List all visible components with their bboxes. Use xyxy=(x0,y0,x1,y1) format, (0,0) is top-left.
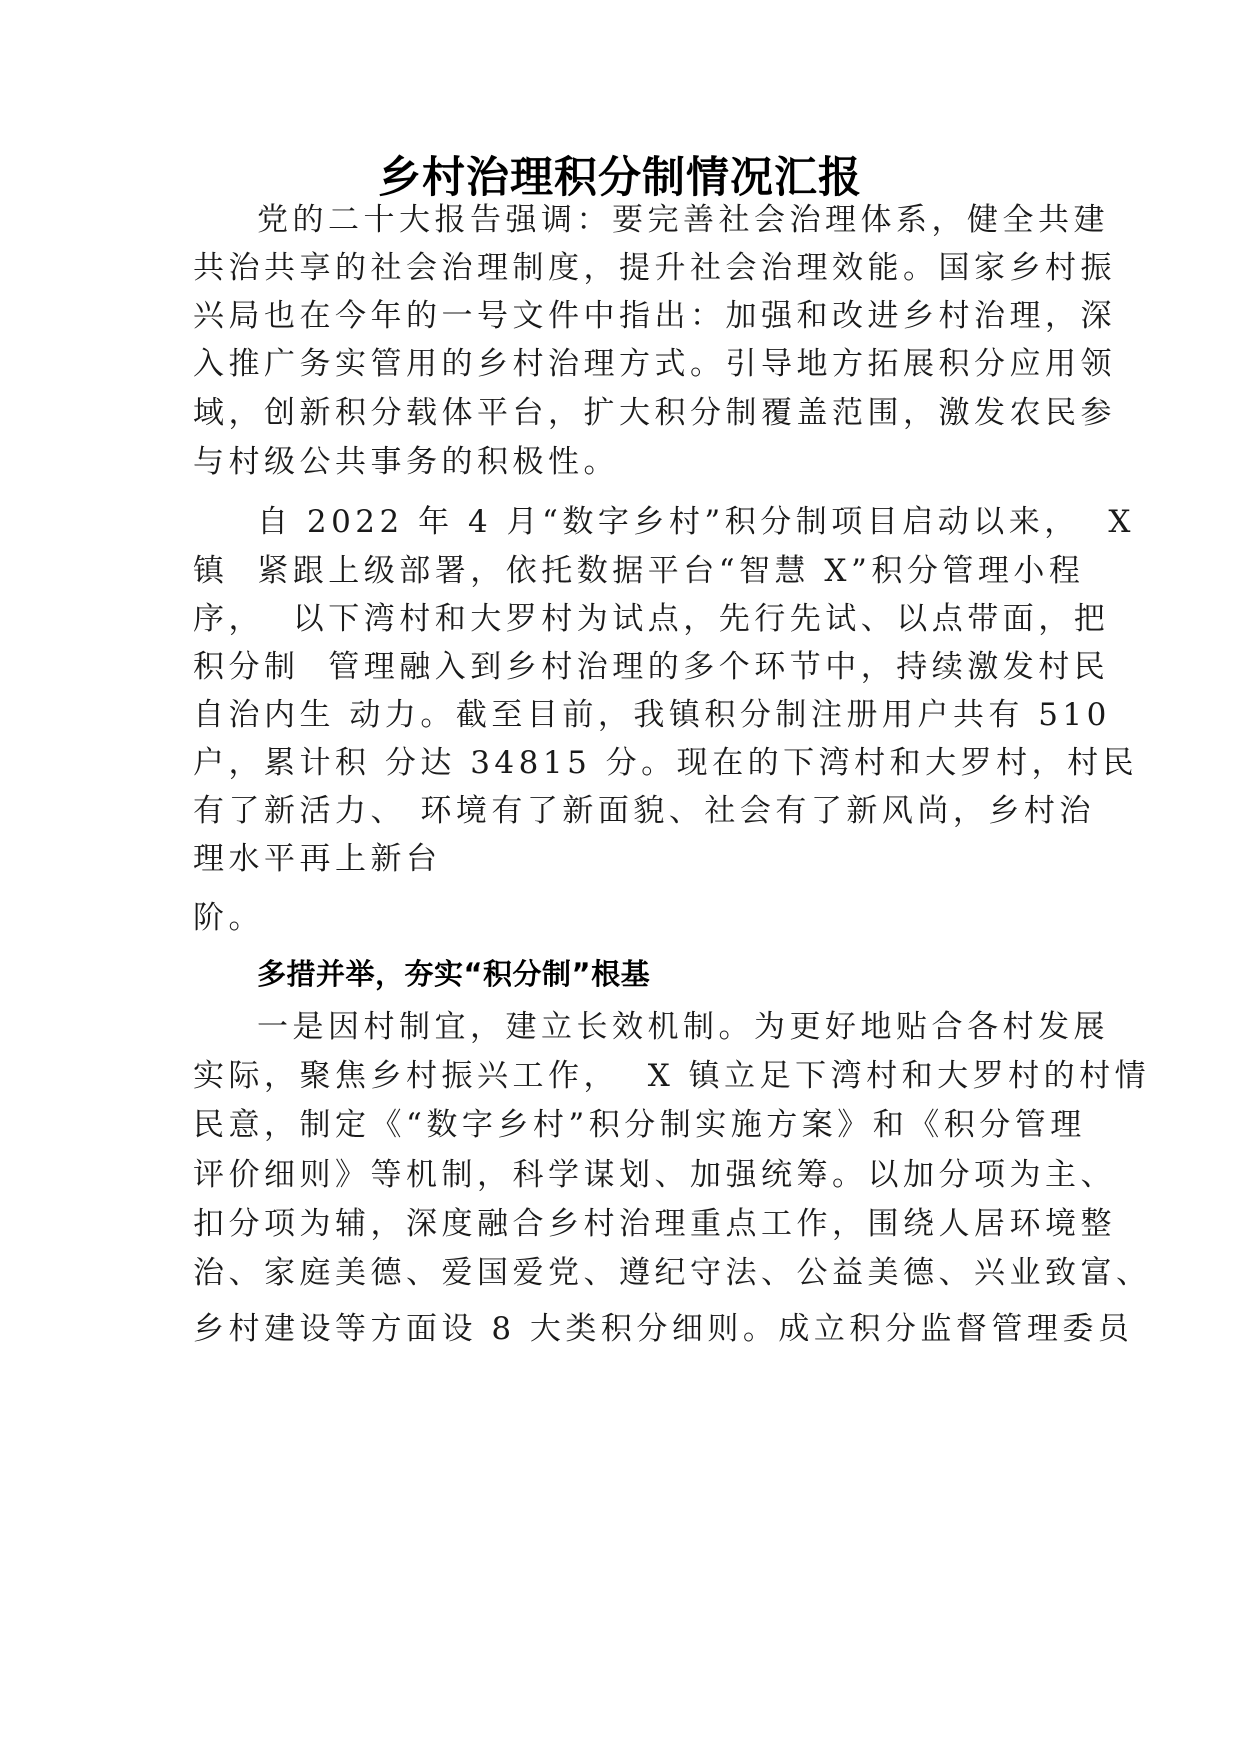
paragraph-line: 阶。 xyxy=(193,900,264,936)
section-heading: 多措并举，夯实“积分制”根基 xyxy=(257,957,651,991)
paragraph-line: 自治内生 动力。截至目前，我镇积分制注册用户共有 510 xyxy=(193,697,1111,733)
paragraph-line: 民意，制定《“数字乡村”积分制实施方案》和《积分管理 xyxy=(193,1107,1086,1143)
paragraph-line: 户，累计积 分达 34815 分。现在的下湾村和大罗村，村民 xyxy=(193,745,1139,781)
paragraph-line: 共治共享的社会治理制度，提升社会治理效能。国家乡村振 xyxy=(193,250,1116,286)
paragraph-line: 镇 紧跟上级部署，依托数据平台“智慧 X”积分管理小程 xyxy=(193,553,1085,589)
paragraph-line: 治、家庭美德、爱国爱党、遵纪守法、公益美德、兴业致富、 xyxy=(193,1255,1152,1291)
paragraph-line: 评价细则》等机制，科学谋划、加强统筹。以加分项为主、 xyxy=(193,1157,1116,1193)
paragraph-line: 理水平再上新台 xyxy=(193,841,442,877)
paragraph-line: 自 2022 年 4 月“数字乡村”积分制项目启动以来， X xyxy=(257,504,1136,540)
document-title: 乡村治理积分制情况汇报 xyxy=(378,153,862,203)
paragraph-line: 序， 以下湾村和大罗村为试点，先行先试、以点带面，把 xyxy=(193,601,1110,637)
paragraph-line: 一是因村制宜，建立长效机制。为更好地贴合各村发展 xyxy=(257,1009,1109,1045)
paragraph-line: 有了新活力、 环境有了新面貌、社会有了新风尚，乡村治 xyxy=(193,793,1095,829)
paragraph-line: 入推广务实管用的乡村治理方式。引导地方拓展积分应用领 xyxy=(193,346,1116,382)
paragraph-line: 兴局也在今年的一号文件中指出：加强和改进乡村治理，深 xyxy=(193,298,1116,334)
paragraph-line: 党的二十大报告强调：要完善社会治理体系，健全共建 xyxy=(257,202,1109,238)
paragraph-line: 扣分项为辅，深度融合乡村治理重点工作，围绕人居环境整 xyxy=(193,1206,1116,1242)
paragraph-line: 积分制 管理融入到乡村治理的多个环节中，持续激发村民 xyxy=(193,649,1110,685)
paragraph-line: 乡村建设等方面设 8 大类积分细则。成立积分监督管理委员 xyxy=(193,1311,1134,1347)
paragraph-line: 域，创新积分载体平台，扩大积分制覆盖范围，激发农民参 xyxy=(193,395,1116,431)
paragraph-line: 实际，聚焦乡村振兴工作， X 镇立足下湾村和大罗村的村情 xyxy=(193,1058,1151,1094)
paragraph-line: 与村级公共事务的积极性。 xyxy=(193,444,619,480)
